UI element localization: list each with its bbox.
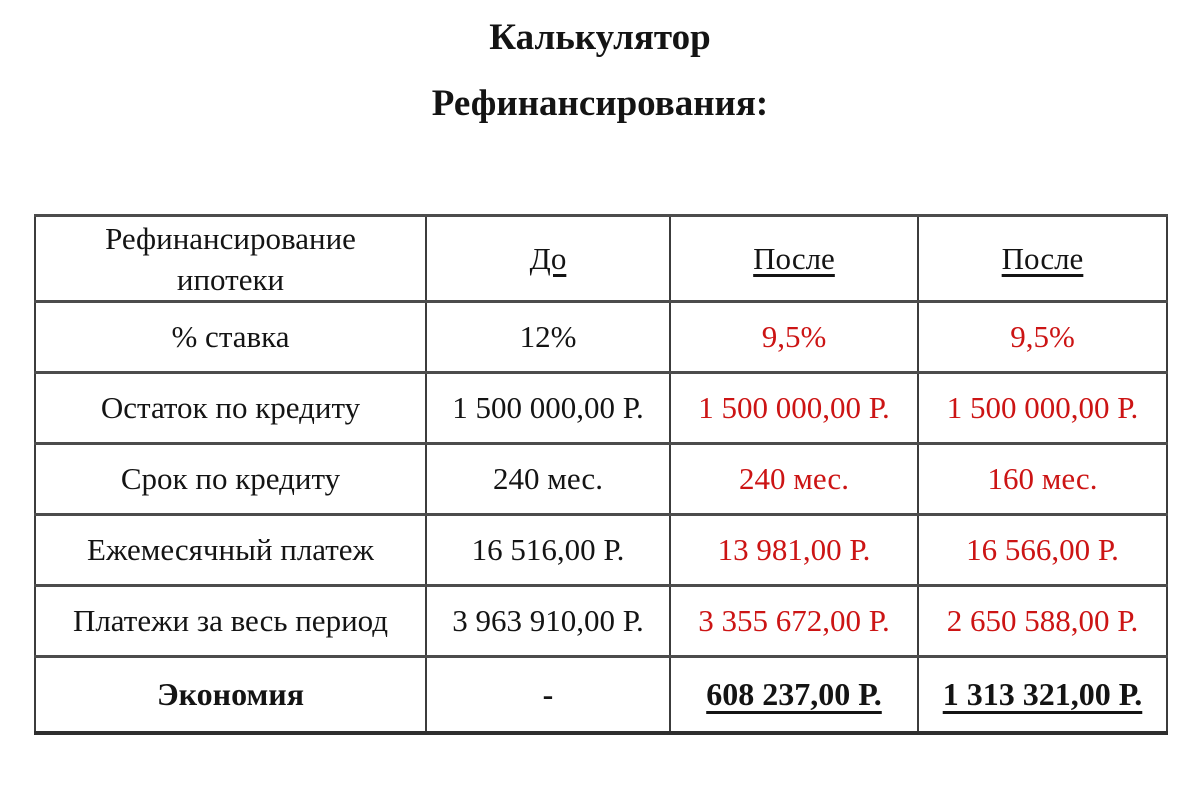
column-header-after-1 bbox=[670, 216, 918, 302]
savings-after-1-value: 608 237,00 Р. bbox=[706, 675, 882, 712]
table-header-row bbox=[35, 216, 1167, 302]
column-header-before-label: До bbox=[529, 240, 567, 276]
interest-rate-before: 12% bbox=[426, 302, 670, 373]
total-payments-after-1: 3 355 672,00 Р. bbox=[670, 586, 918, 657]
column-header-after-2 bbox=[918, 216, 1167, 302]
row-label-savings: Экономия bbox=[35, 657, 426, 733]
row-label-loan-balance: Остаток по кредиту bbox=[35, 373, 426, 444]
loan-term-after-1: 240 мес. bbox=[670, 444, 918, 515]
total-payments-after-2: 2 650 588,00 Р. bbox=[918, 586, 1167, 657]
title-line-2: Рефинансирования: bbox=[431, 83, 769, 124]
row-label-total-payments: Платежи за весь период bbox=[35, 586, 426, 657]
loan-balance-after-2: 1 500 000,00 Р. bbox=[918, 373, 1167, 444]
table-row-savings bbox=[35, 657, 1167, 733]
table-row-total-payments bbox=[35, 586, 1167, 657]
row-label-interest-rate: % ставка bbox=[35, 302, 426, 373]
title-line-1: Калькулятор bbox=[489, 17, 711, 58]
refinance-table bbox=[34, 214, 1168, 735]
savings-after-2-value: 1 313 321,00 Р. bbox=[942, 675, 1143, 712]
total-payments-before: 3 963 910,00 Р. bbox=[426, 586, 670, 657]
loan-term-before: 240 мес. bbox=[426, 444, 670, 515]
loan-balance-before: 1 500 000,00 Р. bbox=[426, 373, 670, 444]
table-row-monthly-payment bbox=[35, 515, 1167, 586]
table-row-loan-term bbox=[35, 444, 1167, 515]
corner-header-cell bbox=[35, 216, 426, 302]
page-title bbox=[0, 0, 1200, 126]
loan-balance-after-1: 1 500 000,00 Р. bbox=[670, 373, 918, 444]
corner-header-line-1: Рефинансирование bbox=[105, 220, 356, 256]
table-row-loan-balance bbox=[35, 373, 1167, 444]
savings-after-1 bbox=[670, 657, 918, 733]
row-label-loan-term: Срок по кредиту bbox=[35, 444, 426, 515]
column-header-after-2-label: После bbox=[1001, 240, 1084, 276]
savings-after-2 bbox=[918, 657, 1167, 733]
savings-before: - bbox=[426, 657, 670, 733]
monthly-payment-before: 16 516,00 Р. bbox=[426, 515, 670, 586]
interest-rate-after-2: 9,5% bbox=[918, 302, 1167, 373]
corner-header-line-2: ипотеки bbox=[176, 261, 285, 297]
loan-term-after-2: 160 мес. bbox=[918, 444, 1167, 515]
row-label-monthly-payment: Ежемесячный платеж bbox=[35, 515, 426, 586]
interest-rate-after-1: 9,5% bbox=[670, 302, 918, 373]
column-header-before bbox=[426, 216, 670, 302]
monthly-payment-after-1: 13 981,00 Р. bbox=[670, 515, 918, 586]
table-row-interest-rate bbox=[35, 302, 1167, 373]
monthly-payment-after-2: 16 566,00 Р. bbox=[918, 515, 1167, 586]
column-header-after-1-label: После bbox=[753, 240, 835, 276]
